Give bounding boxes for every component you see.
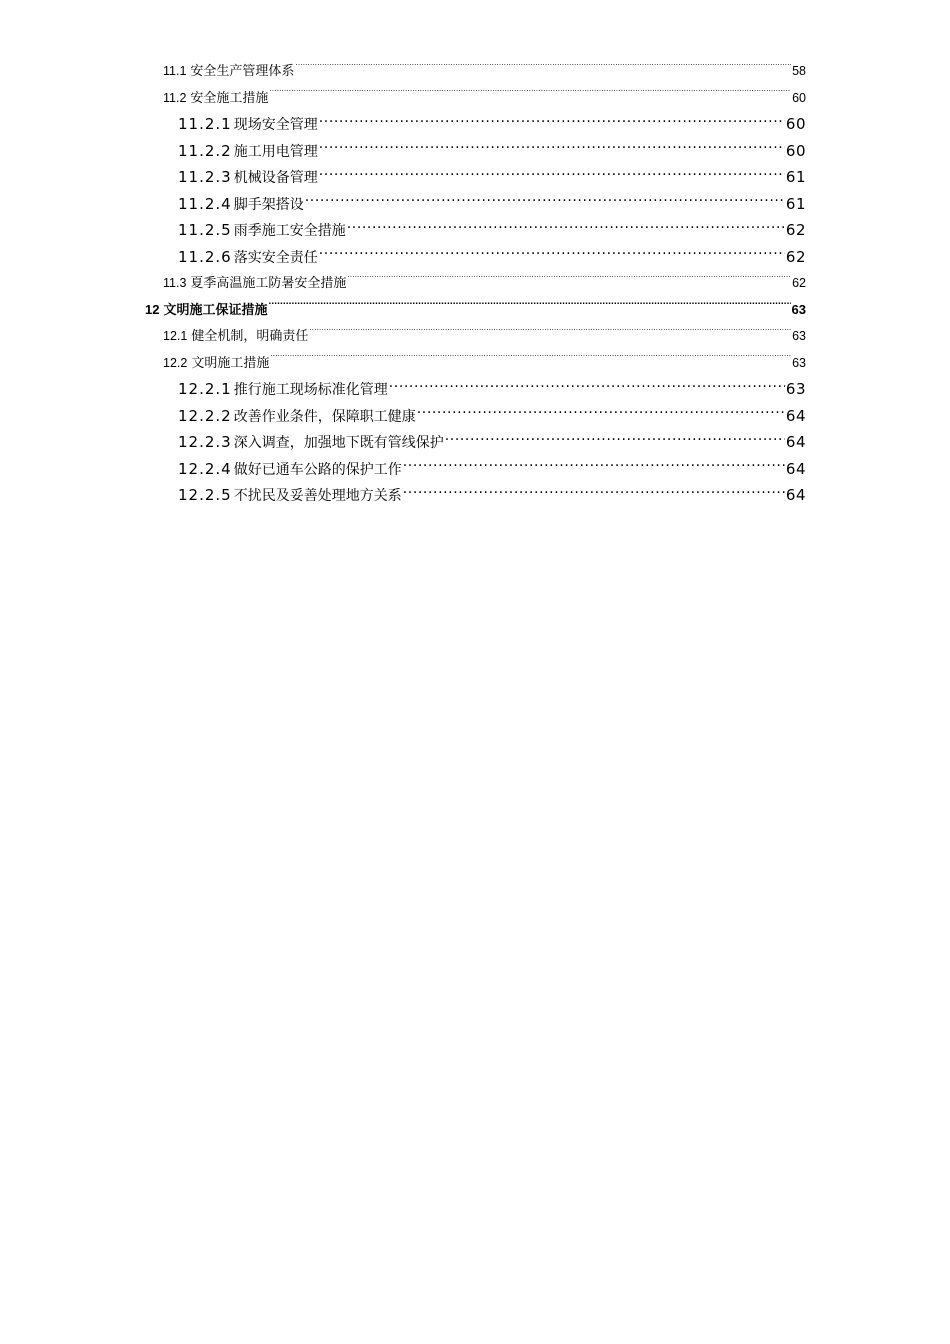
- toc-dot-leader: [403, 485, 785, 500]
- toc-entry-page: 60: [785, 141, 806, 160]
- toc-entry-page: 61: [785, 168, 806, 186]
- toc-entry-11-3[interactable]: [0, 270, 806, 297]
- toc-entry-page: 61: [785, 194, 806, 213]
- toc-entry-page: 60: [792, 90, 806, 105]
- toc-entry-page: 62: [785, 247, 806, 266]
- toc-entry-number: 12.2: [163, 355, 188, 370]
- toc-entry-title: 脚手架搭设: [233, 196, 304, 213]
- toc-entry-12-2-5[interactable]: [0, 482, 806, 509]
- toc-entry-title: 文明施工保证措施: [163, 302, 268, 318]
- toc-entry-11-2-5[interactable]: [0, 217, 806, 244]
- toc-entry-title: 落实安全责任: [233, 249, 318, 266]
- toc-dot-leader: [309, 328, 791, 341]
- toc-entry-title: 健全机制，明确责任: [191, 329, 309, 344]
- toc-entry-12-2[interactable]: [0, 350, 806, 377]
- toc-entry-page: 62: [792, 276, 806, 290]
- toc-entry-page: 58: [792, 64, 806, 78]
- table-of-contents: [0, 58, 950, 509]
- toc-entry-number: 12.2.4: [178, 459, 232, 478]
- toc-entry-11-2-2[interactable]: [0, 138, 806, 165]
- toc-entry-12-2-3[interactable]: [0, 429, 806, 456]
- toc-dot-leader: [295, 63, 791, 76]
- toc-entry-title: 雨季施工安全措施: [233, 223, 346, 239]
- toc-entry-12[interactable]: [0, 297, 806, 324]
- toc-entry-number: 12: [145, 301, 160, 317]
- toc-entry-number: 11.2.5: [178, 221, 232, 239]
- toc-entry-title: 现场安全管理: [233, 117, 318, 133]
- toc-entry-title: 安全施工措施: [190, 90, 269, 106]
- toc-entry-11-1[interactable]: [0, 58, 806, 85]
- toc-entry-title: 机械设备管理: [233, 170, 318, 186]
- toc-entry-page: 64: [785, 406, 806, 425]
- toc-entry-number: 11.2: [163, 90, 187, 105]
- toc-entry-number: 11.2.1: [178, 115, 232, 133]
- toc-dot-leader: [305, 194, 785, 209]
- toc-entry-page: 63: [791, 301, 806, 317]
- toc-entry-title: 文明施工措施: [191, 355, 270, 371]
- toc-entry-page: 62: [785, 221, 806, 239]
- toc-entry-title: 深入调查，加强地下既有管线保护: [233, 435, 444, 451]
- toc-dot-leader: [269, 89, 791, 102]
- toc-entry-page: 63: [792, 355, 806, 370]
- toc-entry-11-2-3[interactable]: [0, 164, 806, 191]
- toc-dot-leader: [319, 167, 785, 182]
- toc-entry-page: 64: [785, 433, 806, 451]
- toc-entry-title: 夏季高温施工防暑安全措施: [190, 276, 347, 291]
- toc-dot-leader: [319, 247, 785, 262]
- toc-entry-12-2-2[interactable]: [0, 403, 806, 430]
- toc-dot-leader: [270, 354, 791, 367]
- toc-entry-title: 推行施工现场标准化管理: [233, 382, 388, 398]
- toc-entry-11-2-1[interactable]: [0, 111, 806, 138]
- toc-dot-leader: [417, 406, 785, 421]
- toc-dot-leader: [403, 459, 785, 474]
- toc-entry-title: 不扰民及妥善处理地方关系: [233, 488, 402, 504]
- toc-dot-leader: [389, 379, 785, 394]
- toc-entry-number: 12.1: [163, 329, 188, 343]
- toc-entry-number: 11.1: [163, 64, 187, 78]
- toc-entry-title: 安全生产管理体系: [190, 64, 295, 79]
- toc-entry-12-1[interactable]: [0, 323, 806, 350]
- toc-entry-page: 63: [785, 380, 806, 398]
- toc-entry-12-2-4[interactable]: [0, 456, 806, 483]
- toc-entry-11-2[interactable]: [0, 85, 806, 112]
- toc-entry-number: 12.2.3: [178, 433, 232, 451]
- toc-entry-number: 11.2.6: [178, 247, 232, 266]
- toc-entry-11-2-4[interactable]: [0, 191, 806, 218]
- toc-dot-leader: [347, 220, 785, 235]
- toc-entry-12-2-1[interactable]: [0, 376, 806, 403]
- toc-entry-page: 64: [785, 459, 806, 478]
- toc-entry-number: 12.2.2: [178, 406, 232, 425]
- toc-entry-number: 11.3: [163, 276, 187, 290]
- toc-entry-number: 11.2.3: [178, 168, 232, 186]
- toc-entry-title: 做好已通车公路的保护工作: [233, 461, 402, 478]
- toc-dot-leader: [319, 114, 785, 129]
- toc-dot-leader: [347, 275, 791, 288]
- toc-entry-page: 60: [785, 115, 806, 133]
- toc-dot-leader: [268, 301, 790, 314]
- toc-entry-page: 64: [785, 486, 806, 504]
- toc-entry-number: 12.2.5: [178, 486, 232, 504]
- toc-entry-page: 63: [792, 329, 806, 343]
- toc-entry-number: 11.2.4: [178, 194, 232, 213]
- toc-entry-number: 12.2.1: [178, 380, 232, 398]
- toc-entry-11-2-6[interactable]: [0, 244, 806, 271]
- toc-entry-title: 施工用电管理: [233, 143, 318, 160]
- toc-entry-number: 11.2.2: [178, 141, 232, 160]
- toc-dot-leader: [319, 141, 785, 156]
- toc-dot-leader: [445, 432, 785, 447]
- toc-entry-title: 改善作业条件，保障职工健康: [233, 408, 416, 425]
